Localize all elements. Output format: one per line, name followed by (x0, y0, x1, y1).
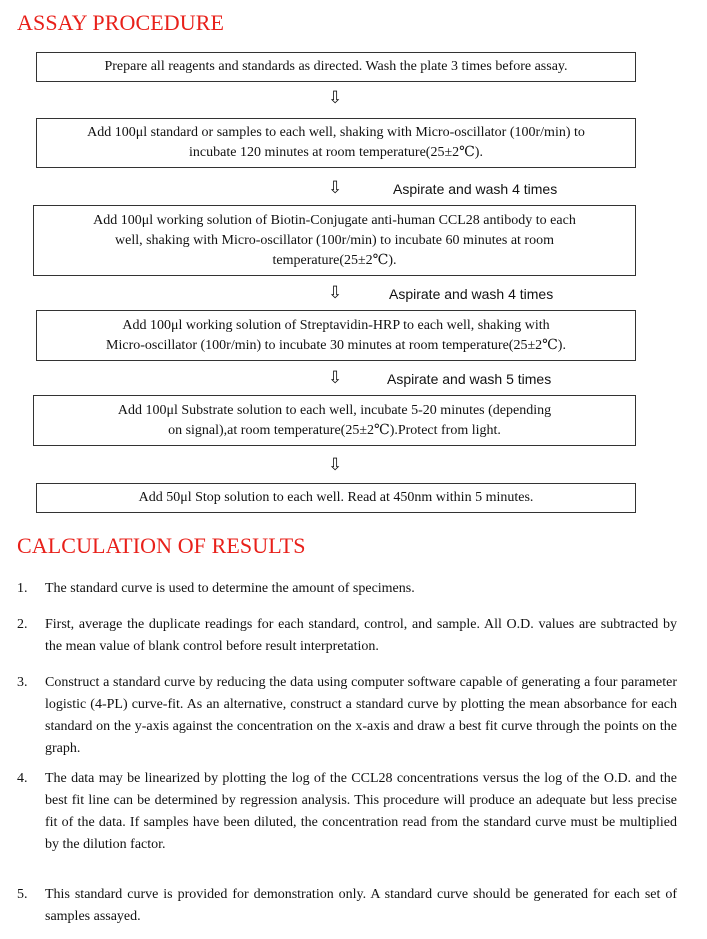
list-item (17, 884, 677, 928)
wash-note-2: Aspirate and wash 4 times (389, 286, 554, 302)
list-item-text: The data may be linearized by plotting the log of the CCL28 concentrations versus the log of the O.D. and the best fit line can be determined by regression analysis. This procedure will produce an adequate but less precise fit of the data. If samples have been diluted, the concentration read from the standard curve must be multiplied by the dilution factor. (45, 771, 677, 852)
list-item (17, 578, 677, 600)
step-box-2 (36, 118, 636, 168)
list-item-number: 3. (17, 675, 28, 690)
list-item-number: 4. (17, 771, 28, 786)
down-arrow-icon: ⇩ (328, 88, 343, 108)
list-item-text: The standard curve is used to determine the amount of specimens. (45, 581, 415, 596)
down-arrow-icon: ⇩ (328, 283, 343, 303)
list-item (17, 768, 677, 856)
step-5-line-2: on signal),at room temperature(25±2℃).Protect from light. (168, 422, 501, 438)
step-box-3 (33, 205, 636, 276)
list-item (17, 614, 677, 658)
step-2-line-1: Add 100μl standard or samples to each well, shaking with Micro-oscillator (100r/min) to (87, 125, 585, 140)
down-arrow-icon: ⇩ (328, 455, 343, 475)
down-arrow-icon: ⇩ (328, 178, 343, 198)
section-title-assay-procedure: ASSAY PROCEDURE (17, 10, 225, 35)
step-box-6 (36, 483, 636, 513)
step-4-line-1: Add 100μl working solution of Streptavidin-HRP to each well, shaking with (122, 317, 550, 333)
step-box-4 (36, 310, 636, 361)
list-item (17, 672, 677, 760)
list-item-number: 2. (17, 617, 28, 632)
step-3-line-3: temperature(25±2℃). (272, 252, 397, 268)
section-title-calculation-of-results: CALCULATION OF RESULTS (17, 533, 306, 558)
list-item-text: First, average the duplicate readings for each standard, control, and sample. All O.D. values are subtracted by the mean value of blank control before result interpretation. (45, 617, 677, 654)
step-3-line-1: Add 100μl working solution of Biotin-Conjugate anti-human CCL28 antibody to each (93, 212, 576, 228)
list-item-number: 1. (17, 581, 28, 596)
step-1-line-1: Prepare all reagents and standards as directed. Wash the plate 3 times before assay. (104, 59, 568, 74)
list-item-text: This standard curve is provided for demonstration only. A standard curve should be generated for each set of samples assayed. (45, 887, 677, 924)
down-arrow-icon: ⇩ (328, 368, 343, 388)
step-3-line-2: well, shaking with Micro-oscillator (100r/min) to incubate 60 minutes at room (115, 232, 554, 248)
list-item-number: 5. (17, 887, 28, 902)
step-4-line-2: Micro-oscillator (100r/min) to incubate 30 minutes at room temperature(25±2℃). (106, 337, 566, 353)
step-5-line-1: Add 100μl Substrate solution to each well, incubate 5-20 minutes (depending (117, 402, 552, 418)
step-2-line-2: incubate 120 minutes at room temperature(25±2℃). (189, 145, 483, 160)
wash-note-1: Aspirate and wash 4 times (393, 181, 558, 197)
step-box-1 (36, 52, 636, 82)
list-item-text: Construct a standard curve by reducing the data using computer software capable of generating a four parameter logistic (4-PL) curve-fit. As an alternative, construct a standard curve by plotting the mean absorbance for each standard on the y-axis against the concentration on the x-axis and draw a best fit curve through the points on the graph. (45, 675, 677, 756)
wash-note-3: Aspirate and wash 5 times (387, 371, 552, 387)
step-box-5 (33, 395, 636, 446)
step-6-line-1: Add 50μl Stop solution to each well. Read at 450nm within 5 minutes. (138, 490, 534, 505)
